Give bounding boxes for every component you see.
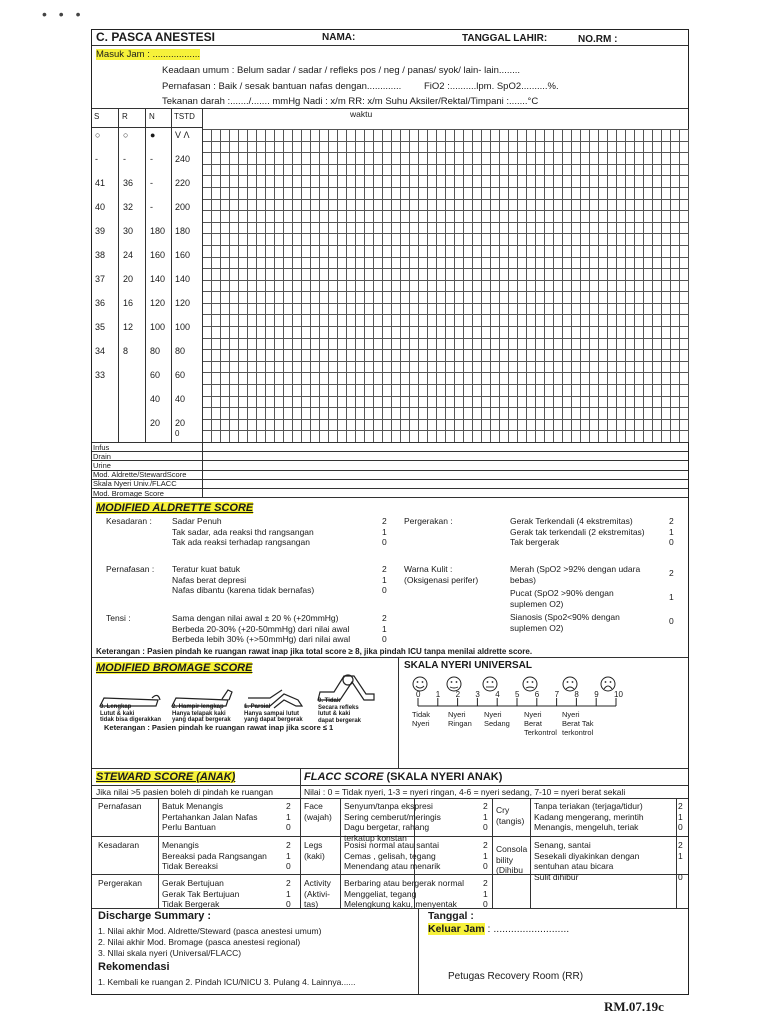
aldrette-option[interactable]: Sama dengan nilai awal ± 20 % (+20mmHg) bbox=[172, 613, 339, 623]
flacc-option[interactable]: Tanpa teriakan (terjaga/tidur) bbox=[534, 801, 643, 811]
chart-col-divider bbox=[171, 109, 172, 442]
flacc-category: bility bbox=[496, 854, 514, 865]
chart-scale-value: 12 bbox=[123, 322, 134, 332]
pain-label: Terkontrol bbox=[524, 728, 557, 737]
aldrette-category: Pergerakan : bbox=[404, 516, 453, 526]
grid-row-line bbox=[202, 164, 688, 165]
flacc-score: 0 bbox=[483, 899, 488, 909]
aldrette-option[interactable]: Pucat (SpO2 >90% dengan bbox=[510, 588, 614, 598]
steward-category: Pernafasan bbox=[98, 801, 142, 811]
chart-scale-value: ○ bbox=[123, 130, 129, 140]
pain-label: Ringan bbox=[448, 719, 472, 728]
steward-title: STEWARD SCORE (ANAK) bbox=[96, 771, 236, 783]
nyeri-title: SKALA NYERI UNIVERSAL bbox=[404, 660, 532, 671]
bottom-row-label[interactable]: Mod. Aldrette/StewardScore bbox=[93, 470, 187, 480]
flacc-category: Face bbox=[304, 801, 323, 811]
pain-number[interactable]: 8 bbox=[574, 690, 579, 699]
flacc-category: (tangis) bbox=[496, 815, 525, 826]
chart-col-divider bbox=[202, 109, 203, 442]
chart-scale-value: 220 bbox=[175, 178, 191, 188]
aldrette-option[interactable]: Teratur kuat batuk bbox=[172, 564, 241, 574]
sf-col-divider bbox=[492, 798, 493, 908]
flacc-note: Nilai : 0 = Tidak nyeri, 1-3 = nyeri ringan, 4-6 = nyeri sedang, 7-10 = nyeri berat sekali bbox=[304, 787, 626, 797]
chart-scale-value: 39 bbox=[95, 226, 106, 236]
aldrette-category: Kesadaran : bbox=[106, 516, 152, 526]
chart-scale-value: 32 bbox=[123, 202, 134, 212]
flacc-category: (wajah) bbox=[304, 811, 332, 822]
chart-scale-value: 40 bbox=[150, 394, 161, 404]
sf-col-divider bbox=[530, 798, 531, 908]
petugas-label: Petugas Recovery Room (RR) bbox=[448, 971, 584, 982]
flacc-score: 0 bbox=[678, 871, 683, 882]
bottom-row-line bbox=[92, 488, 688, 489]
scan-dots: • • • bbox=[42, 6, 85, 22]
chart-scale-value: 36 bbox=[123, 178, 134, 188]
steward-option[interactable]: Gerak Bertujuan bbox=[162, 878, 224, 888]
flacc-option[interactable]: Kadang mengerang, merintih bbox=[534, 811, 644, 822]
chart-scale-value: 200 bbox=[175, 202, 191, 212]
rekomendasi-options[interactable]: 1. Kembali ke ruangan 2. Pindah ICU/NICU 3. Pulang 4. Lainnya...... bbox=[98, 977, 356, 987]
aldrette-score: 2 bbox=[382, 516, 387, 526]
chart-zero: 0 bbox=[175, 429, 180, 438]
chart-header-line bbox=[92, 127, 202, 128]
bottom-row-line bbox=[92, 460, 688, 461]
masuk-jam-field[interactable]: Masuk Jam : .................. bbox=[96, 49, 200, 60]
steward-score: 1 bbox=[286, 850, 291, 861]
aldrette-score: 1 bbox=[382, 526, 387, 537]
bottom-row-line bbox=[92, 442, 688, 443]
aldrette-option[interactable]: Berbeda 20-30% (+20-50mmHg) dari nilai awal bbox=[172, 623, 350, 634]
grid-row-line bbox=[202, 291, 688, 292]
keluar-jam-field[interactable] bbox=[428, 923, 569, 935]
chart-scale-value: 40 bbox=[175, 394, 186, 404]
pain-label: terkontrol bbox=[562, 728, 594, 737]
aldrette-option[interactable]: Sadar Penuh bbox=[172, 516, 222, 526]
chart-scale-value: 35 bbox=[95, 322, 106, 332]
aldrette-score: 0 bbox=[382, 634, 387, 644]
flacc-option[interactable]: Menangis, mengeluh, teriak bbox=[534, 822, 639, 832]
pain-number[interactable]: 5 bbox=[515, 690, 520, 699]
chart-scale-value: 140 bbox=[150, 274, 166, 284]
chart-scale-value: - bbox=[95, 154, 98, 164]
sf-col-divider bbox=[300, 798, 301, 908]
flacc-score: 0 bbox=[678, 822, 683, 832]
pain-number[interactable]: 3 bbox=[475, 690, 480, 699]
steward-option[interactable]: Tidak Bergerak bbox=[162, 899, 220, 909]
grid-row-line bbox=[202, 141, 688, 142]
post-anesthesia-form bbox=[91, 29, 689, 995]
flacc-option[interactable]: Melengkung kaku, menyentak bbox=[344, 899, 457, 909]
bottom-row-label[interactable]: Skala Nyeri Univ./FLACC bbox=[93, 479, 177, 489]
bromage-level-text: Secara refleks bbox=[318, 704, 359, 711]
flacc-category: (kaki) bbox=[304, 850, 325, 861]
pain-label: Nyeri bbox=[484, 710, 502, 719]
aldrette-score: 2 bbox=[382, 564, 387, 574]
chart-scale-value: 37 bbox=[95, 274, 106, 284]
bottom-col-divider bbox=[202, 442, 203, 498]
discharge-item[interactable]: 2. Nilai akhir Mod. Bromage (pasca anestesi regional) bbox=[98, 937, 301, 947]
chart-scale-value: 120 bbox=[175, 298, 191, 308]
chart-scale-value: - bbox=[123, 154, 126, 164]
bottom-row-line bbox=[92, 451, 688, 452]
chart-scale-value: 180 bbox=[150, 226, 166, 236]
chart-scale-value: 160 bbox=[175, 250, 191, 260]
flacc-category: (Aktivi- bbox=[304, 888, 330, 899]
chart-scale-value: 60 bbox=[175, 370, 186, 380]
pain-label: Nyeri bbox=[412, 719, 430, 728]
grid-row-line bbox=[202, 199, 688, 200]
pain-number[interactable]: 7 bbox=[554, 690, 560, 699]
aldrette-option[interactable]: Gerak Terkendali (4 ekstremitas) bbox=[510, 516, 633, 526]
aldrette-option[interactable]: Tak bergerak bbox=[510, 537, 560, 547]
steward-option[interactable]: Perlu Bantuan bbox=[162, 822, 216, 832]
aldrette-category-sub: (Oksigenasi perifer) bbox=[404, 575, 479, 585]
pain-label: Berat bbox=[524, 719, 542, 728]
discharge-item[interactable]: 1. Nilai akhir Mod. Aldrette/Steward (pasca anestesi umum) bbox=[98, 926, 322, 936]
bromage-level-text: dapat bergerak bbox=[318, 717, 362, 724]
aldrette-option[interactable]: Nafas dibantu (karena tidak bernafas) bbox=[172, 585, 315, 595]
aldrette-score: 1 bbox=[669, 526, 674, 537]
steward-score: 1 bbox=[286, 888, 291, 899]
bottom-row-label[interactable]: Urine bbox=[93, 460, 111, 470]
grid-row-line bbox=[202, 361, 688, 362]
grid-row-line bbox=[202, 384, 688, 385]
flacc-option[interactable]: Senyum/tanpa ekspresi bbox=[344, 801, 433, 811]
chart-scale-value: 100 bbox=[175, 322, 191, 332]
grid-col-line bbox=[688, 129, 689, 442]
grid-row-line bbox=[202, 152, 688, 153]
aldrette-score: 1 bbox=[382, 574, 387, 585]
chart-col-header: TSTD bbox=[174, 112, 195, 121]
flacc-score: 2 bbox=[678, 840, 683, 850]
pain-label: Sedang bbox=[484, 719, 510, 728]
flacc-score: 1 bbox=[483, 811, 488, 822]
aldrette-score: 2 bbox=[382, 613, 387, 623]
aldrette-option[interactable]: Tak ada reaksi terhadap rangsangan bbox=[172, 537, 310, 547]
aldrette-title: MODIFIED ALDRETTE SCORE bbox=[96, 502, 254, 514]
steward-score: 0 bbox=[286, 822, 291, 832]
steward-option[interactable]: Batuk Menangis bbox=[162, 801, 223, 811]
pain-label: Nyeri bbox=[448, 710, 466, 719]
bromage-level-text: 2. Hampir lengkap bbox=[172, 704, 224, 710]
chart-scale-value: 20 bbox=[175, 418, 186, 428]
chart-scale-value: 20 bbox=[123, 274, 134, 284]
flacc-category: tas) bbox=[304, 899, 319, 909]
flacc-option[interactable]: Senang, santai bbox=[534, 840, 591, 850]
flacc-score: 2 bbox=[483, 840, 488, 850]
bromage-level-text: yang dapat bergerak bbox=[244, 717, 303, 723]
steward-score: 1 bbox=[286, 811, 291, 822]
steward-option[interactable]: Tidak Bereaksi bbox=[162, 861, 218, 871]
bromage-level-text: tidak bisa digerakkan bbox=[100, 717, 162, 723]
pain-label: Tidak bbox=[412, 710, 431, 719]
grid-row-line bbox=[202, 349, 688, 350]
flacc-title-rest: (SKALA NYERI ANAK) bbox=[383, 771, 503, 783]
steward-note: Jika nilai >5 pasien boleh di pindah ke ruangan bbox=[96, 787, 273, 797]
grid-row-line bbox=[202, 407, 688, 408]
aldrette-option[interactable]: Nafas berat depresi bbox=[172, 574, 247, 585]
grid-row-line bbox=[202, 419, 688, 420]
pain-number[interactable]: 2 bbox=[455, 690, 461, 699]
aldrette-score: 2 bbox=[669, 516, 674, 526]
tanggal-lahir-label: TANGGAL LAHIR: bbox=[462, 33, 548, 44]
grid-row-line bbox=[202, 314, 688, 315]
chart-scale-value: 34 bbox=[95, 346, 106, 356]
chart-scale-value: 80 bbox=[175, 346, 186, 356]
flacc-category: Activity bbox=[304, 878, 331, 888]
flacc-score: 0 bbox=[483, 861, 488, 871]
tanggal-label[interactable]: Tanggal : bbox=[428, 910, 474, 922]
flacc-option[interactable]: Menendang atau menarik bbox=[344, 861, 441, 871]
aldrette-score: 1 bbox=[669, 592, 674, 602]
steward-option[interactable]: Pertahankan Jalan Nafas bbox=[162, 811, 258, 822]
chart-scale-value: 38 bbox=[95, 250, 106, 260]
grid-row-line bbox=[202, 129, 688, 130]
flacc-option[interactable]: terkatup konstan bbox=[344, 832, 407, 843]
flacc-score: 2 bbox=[483, 878, 488, 888]
bottom-row-line bbox=[92, 479, 688, 480]
flacc-option[interactable]: Berbaring atau bergerak normal bbox=[344, 878, 465, 888]
pain-label: Nyeri bbox=[562, 710, 580, 719]
pain-label: Berat Tak bbox=[562, 719, 594, 728]
waktu-label: waktu bbox=[350, 109, 373, 119]
grid-row-line bbox=[202, 338, 688, 339]
bottom-row-label[interactable]: Drain bbox=[93, 451, 111, 461]
flacc-title bbox=[304, 771, 502, 783]
chart-col-headers bbox=[92, 112, 202, 126]
bromage-level-text: 1. Parsial bbox=[244, 704, 271, 710]
bromage-level-text: yang dapat bergerak bbox=[172, 717, 231, 723]
fio2-field[interactable]: FiO2 :..........lpm. SpO2..........%. bbox=[424, 81, 559, 92]
aldrette-score: 0 bbox=[382, 585, 387, 595]
chart-scale-value: - bbox=[150, 178, 153, 188]
steward-option[interactable]: Menangis bbox=[162, 840, 199, 850]
chart-scale-value: 100 bbox=[150, 322, 166, 332]
nama-label: NAMA: bbox=[322, 32, 356, 43]
grid-row-line bbox=[202, 280, 688, 281]
rekomendasi-label: Rekomendasi bbox=[98, 961, 170, 973]
chart-scale-value: 80 bbox=[150, 346, 161, 356]
chart-scale-value: 120 bbox=[150, 298, 166, 308]
flacc-score: 2 bbox=[678, 801, 683, 811]
pain-number[interactable]: 4 bbox=[495, 690, 500, 699]
flacc-category: Legs bbox=[304, 840, 323, 850]
flacc-score: 1 bbox=[483, 850, 488, 861]
pernafasan-field[interactable]: Pernafasan : Baik / sesak bantuan nafas dengan............. bbox=[162, 81, 402, 92]
flacc-score: 0 bbox=[483, 822, 488, 832]
bromage-level-text: Hanya telapak kaki bbox=[172, 710, 226, 717]
pain-number[interactable]: 6 bbox=[534, 690, 540, 699]
grid-row-line bbox=[202, 396, 688, 397]
chart-scale-value: 41 bbox=[95, 178, 106, 188]
flacc-option[interactable]: Menggeliat, tegang bbox=[344, 888, 417, 899]
bottom-row-label[interactable]: Mod. Bromage Score bbox=[93, 488, 164, 498]
chart-scale-value: 8 bbox=[123, 346, 129, 356]
pain-number[interactable]: 9 bbox=[594, 690, 599, 699]
keluar-jam-label: Keluar Jam bbox=[428, 923, 485, 935]
aldrette-category: Pernafasan : bbox=[106, 564, 155, 574]
steward-option[interactable]: Gerak Tak Bertujuan bbox=[162, 888, 240, 899]
flacc-option[interactable]: Sulit dihibur bbox=[534, 871, 579, 882]
aldrette-score: 0 bbox=[669, 616, 674, 626]
steward-score: 2 bbox=[286, 801, 291, 811]
steward-score: 0 bbox=[286, 899, 291, 909]
sf-row-line bbox=[92, 874, 688, 875]
grid-row-line bbox=[202, 430, 688, 431]
steward-score: 2 bbox=[286, 878, 291, 888]
bottom-row-label[interactable]: Infus bbox=[93, 442, 110, 452]
bromage-level-text: Hanya sampai lutut bbox=[244, 710, 300, 717]
form-code: RM.07.19c bbox=[604, 999, 664, 1014]
flacc-option[interactable]: Cemas , gelisah, tegang bbox=[344, 850, 436, 861]
flacc-score: 1 bbox=[678, 850, 683, 861]
aldrette-score: 0 bbox=[669, 537, 674, 547]
aldrette-score: 0 bbox=[382, 537, 387, 547]
steward-category: Kesadaran bbox=[98, 840, 140, 850]
aldrette-option[interactable]: Merah (SpO2 >92% dengan udara bbox=[510, 564, 641, 574]
grid-row-line bbox=[202, 245, 688, 246]
pain-label: Nyeri bbox=[524, 710, 542, 719]
flacc-score: 1 bbox=[483, 888, 488, 899]
chart-col-divider bbox=[145, 109, 146, 442]
grid-row-line bbox=[202, 372, 688, 373]
discharge-item[interactable]: 3. NIlai skala nyeri (Universal/FLACC) bbox=[98, 948, 242, 958]
flacc-option[interactable]: Posisi normal atau santai bbox=[344, 840, 439, 850]
aldrette-option-cont: suplemen O2) bbox=[510, 622, 564, 633]
chart-scale-value: 16 bbox=[123, 298, 134, 308]
chart-scale-value: 160 bbox=[150, 250, 166, 260]
aldrette-category: Warna Kulit : bbox=[404, 564, 453, 574]
bromage-level-text: lutut & kaki bbox=[318, 711, 351, 717]
bromage-level-text: Lutut & kaki bbox=[100, 710, 135, 717]
no-rm-label: NO.RM : bbox=[578, 34, 618, 45]
keluar-jam-dots: : .......................... bbox=[484, 923, 570, 935]
flacc-option[interactable]: Sesekali diyakinkan dengan bbox=[534, 850, 640, 861]
chart-scale-value: 20 bbox=[150, 418, 161, 428]
sf-col-divider bbox=[158, 798, 159, 908]
section-title: C. PASCA ANESTESI bbox=[96, 30, 215, 44]
chart-scale-value: 40 bbox=[95, 202, 106, 212]
chart-scale-value: 30 bbox=[123, 226, 134, 236]
bromage-keterangan: Keterangan : Pasien pindah ke ruangan rawat inap jika score ≤ 1 bbox=[104, 723, 334, 732]
flacc-option[interactable]: Dagu bergetar, rahang bbox=[344, 822, 430, 832]
keadaan-umum-field[interactable]: Keadaan umum : Belum sadar / sadar / refleks pos / neg / panas/ syok/ lain- lain........ bbox=[162, 65, 521, 76]
grid-row-line bbox=[202, 210, 688, 211]
tekanan-darah-field[interactable]: Tekanan darah :......./....... mmHg Nadi : x/m RR: x/m Suhu Aksiler/Rektal/Timpani :.......°C bbox=[162, 96, 539, 107]
bromage-title: MODIFIED BROMAGE SCORE bbox=[96, 662, 253, 674]
chart-scale-value: - bbox=[150, 202, 153, 212]
discharge-title: Discharge Summary : bbox=[98, 910, 212, 922]
aldrette-category: Tensi : bbox=[106, 613, 131, 623]
flacc-category: Cry bbox=[496, 805, 510, 815]
flacc-category: Consola bbox=[496, 844, 528, 854]
flacc-score: 1 bbox=[678, 811, 683, 822]
grid-row-line bbox=[202, 233, 688, 234]
pain-number[interactable]: 0 bbox=[416, 690, 421, 699]
flacc-option[interactable]: sentuhan atau bicara bbox=[534, 861, 614, 871]
aldrette-option[interactable]: Berbeda lebih 30% (+>50mmHg) dari nilai awal bbox=[172, 634, 351, 644]
chart-col-header: R bbox=[122, 112, 128, 121]
steward-option[interactable]: Bereaksi pada Rangsangan bbox=[162, 850, 267, 861]
steward-score: 2 bbox=[286, 840, 291, 850]
sf-col-divider bbox=[676, 798, 677, 908]
grid-row-line bbox=[202, 326, 688, 327]
steward-category: Pergerakan bbox=[98, 878, 142, 888]
chart-scale-value: ● bbox=[150, 130, 156, 140]
grid-row-line bbox=[202, 187, 688, 188]
flacc-option[interactable]: Sering cemberut/meringis bbox=[344, 811, 441, 822]
aldrette-option-cont: bebas) bbox=[510, 574, 536, 585]
aldrette-score: 2 bbox=[669, 568, 674, 578]
pain-number[interactable]: 1 bbox=[435, 690, 441, 699]
chart-scale-value: 33 bbox=[95, 370, 106, 380]
pain-number[interactable]: 10 bbox=[614, 690, 623, 699]
chart-scale-value: 240 bbox=[175, 154, 191, 164]
aldrette-score: 1 bbox=[382, 623, 387, 634]
aldrette-option-cont: suplemen O2) bbox=[510, 598, 564, 609]
grid-row-line bbox=[202, 222, 688, 223]
flacc-score: 2 bbox=[483, 801, 488, 811]
chart-scale-value: ○ bbox=[95, 130, 101, 140]
chart-col-header: S bbox=[94, 112, 100, 121]
bottom-row-line bbox=[92, 497, 688, 498]
grid-row-line bbox=[202, 257, 688, 258]
chart-scale-value: - bbox=[150, 154, 153, 164]
chart-scale-value: 36 bbox=[95, 298, 106, 308]
sf-col-divider bbox=[340, 798, 341, 908]
grid-row-line bbox=[202, 268, 688, 269]
aldrette-option[interactable]: Gerak tak terkendali (2 ekstremitas) bbox=[510, 526, 645, 537]
flacc-title-bold: FLACC SCORE bbox=[304, 771, 384, 783]
chart-scale-value: V Λ bbox=[175, 130, 190, 140]
chart-col-header: N bbox=[149, 112, 155, 121]
bromage-level-text: 3. Lengkap bbox=[100, 704, 132, 710]
chart-col-divider bbox=[118, 109, 119, 442]
aldrette-option[interactable]: Sianosis (Spo2<90% dengan bbox=[510, 612, 620, 622]
chart-scale-value: 24 bbox=[123, 250, 134, 260]
chart-scale-value: 140 bbox=[175, 274, 191, 284]
aldrette-option[interactable]: Tak sadar, ada reaksi thd rangsangan bbox=[172, 526, 314, 537]
bromage-level-text: 0. Tidak bbox=[318, 698, 341, 704]
grid-row-line bbox=[202, 175, 688, 176]
chart-scale-value: 60 bbox=[150, 370, 161, 380]
steward-score: 0 bbox=[286, 861, 291, 871]
chart-scale-value: 180 bbox=[175, 226, 191, 236]
grid-row-line bbox=[202, 303, 688, 304]
flacc-category: (Dihibu bbox=[496, 865, 523, 875]
aldrette-keterangan: Keterangan : Pasien pindah ke ruangan rawat inap jika total score ≥ 8, jika pindah ICU tanpa menilai aldrette score. bbox=[96, 647, 533, 656]
